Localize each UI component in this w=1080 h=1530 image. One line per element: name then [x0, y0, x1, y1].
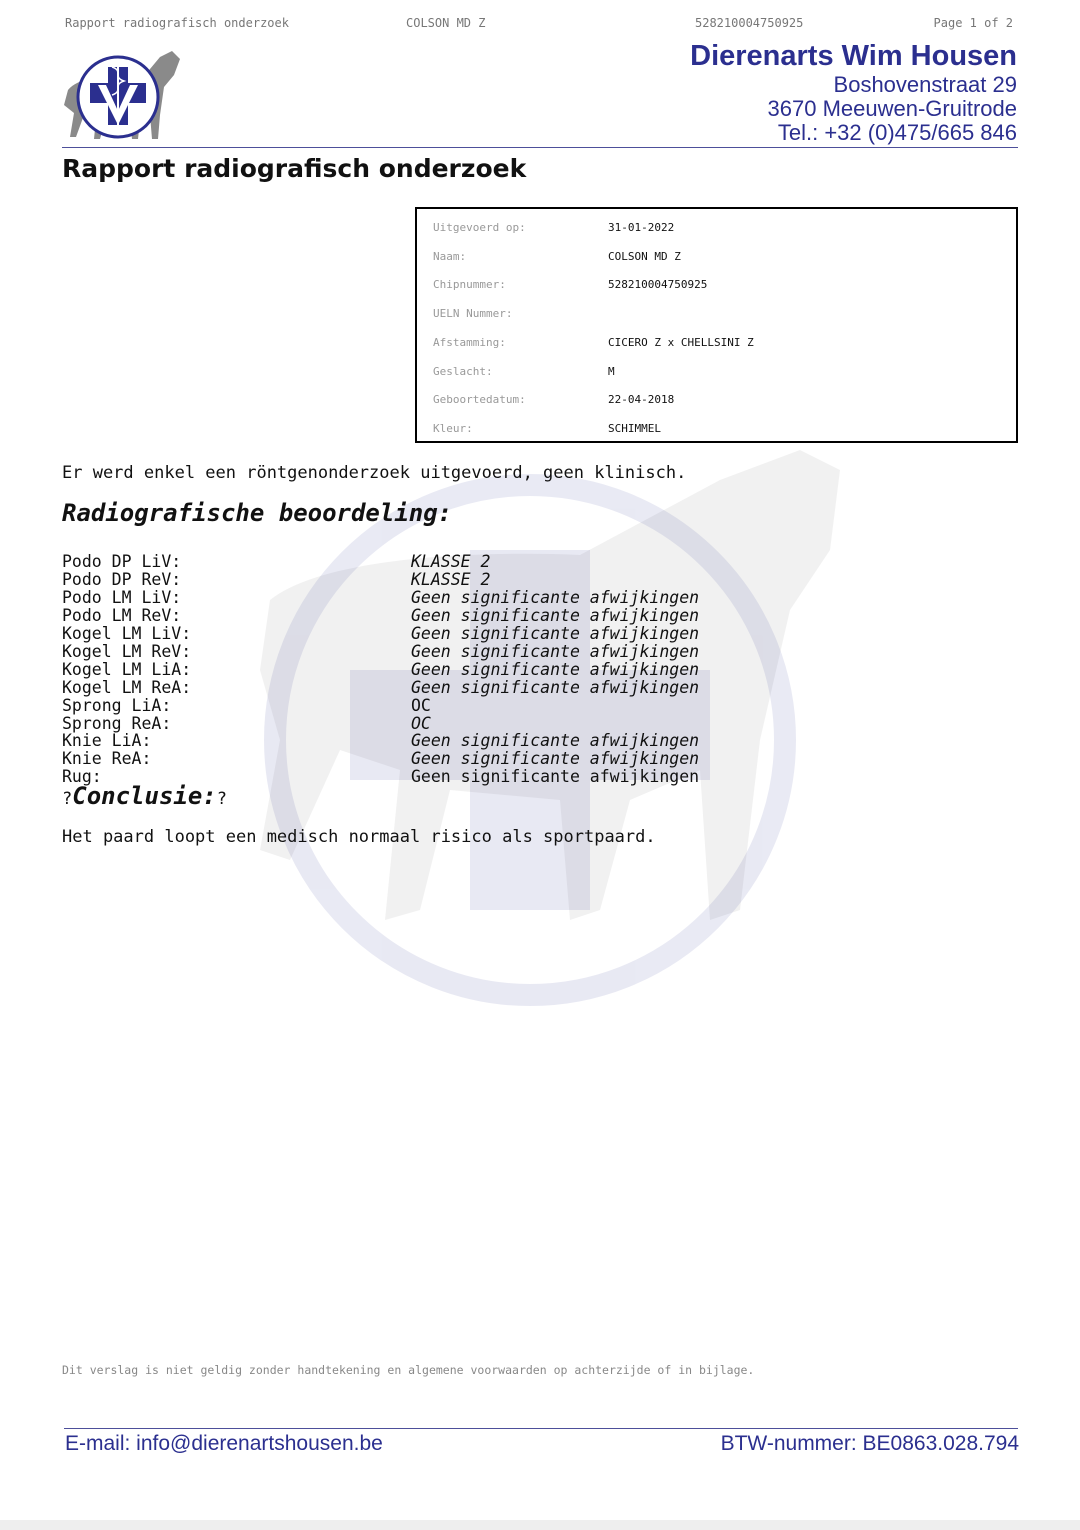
finding-row — [62, 697, 431, 715]
info-row-ueln — [433, 307, 608, 320]
report-title: Rapport radiografisch onderzoek — [62, 154, 527, 183]
conclusion-heading — [62, 782, 227, 810]
info-value: CICERO Z x CHELLSINI Z — [608, 336, 754, 349]
intro-text: Er werd enkel een röntgenonderzoek uitgevoerd, geen klinisch. — [62, 463, 687, 483]
info-label: Geboortedatum: — [433, 393, 526, 406]
finding-label: Kogel LM ReV: — [62, 642, 192, 661]
finding-row — [62, 732, 699, 750]
conclusion-prefix: ? — [62, 789, 73, 809]
finding-label: Knie ReA: — [62, 749, 152, 768]
finding-value: Geen significante afwijkingen — [411, 678, 700, 697]
finding-row — [62, 750, 699, 768]
header-doc-title: Rapport radiografisch onderzoek — [65, 16, 289, 30]
finding-row — [62, 589, 699, 607]
finding-value: Geen significante afwijkingen — [411, 749, 700, 768]
finding-value: Geen significante afwijkingen — [411, 624, 700, 643]
practice-name: Dierenarts Wim Housen — [690, 40, 1017, 72]
header-page-indicator: Page 1 of 2 — [933, 16, 1013, 30]
info-row-sex — [433, 365, 615, 378]
info-row-chip — [433, 278, 707, 291]
finding-label: Podo DP LiV: — [62, 552, 182, 571]
finding-row — [62, 643, 699, 661]
finding-label: Rug: — [62, 767, 102, 786]
footer-divider — [64, 1428, 1018, 1429]
info-value: 31-01-2022 — [608, 221, 675, 234]
info-label: Naam: — [433, 250, 467, 263]
info-row-color — [433, 422, 661, 435]
info-row-birthdate — [433, 393, 674, 406]
finding-row — [62, 661, 699, 679]
finding-row — [62, 625, 699, 643]
info-value: 528210004750925 — [608, 278, 708, 291]
info-row-date — [433, 221, 674, 234]
finding-label: Sprong LiA: — [62, 696, 172, 715]
conclusion-suffix: ? — [216, 789, 227, 809]
finding-value: Geen significante afwijkingen — [411, 731, 700, 750]
finding-label: Kogel LM ReA: — [62, 678, 192, 697]
finding-row — [62, 571, 490, 589]
finding-value: Geen significante afwijkingen — [411, 767, 700, 786]
conclusion-label: Conclusie: — [72, 782, 217, 810]
assessment-heading: Radiografische beoordeling: — [62, 499, 453, 527]
footer-email: E-mail: info@dierenartshousen.be — [65, 1432, 383, 1455]
finding-row — [62, 679, 699, 697]
finding-value: OC — [411, 714, 431, 733]
practice-logo-icon — [60, 45, 185, 145]
info-row-name — [433, 250, 681, 263]
finding-row — [62, 553, 490, 571]
finding-label: Podo LM ReV: — [62, 606, 182, 625]
info-label: Afstamming: — [433, 336, 506, 349]
header-horse-name: COLSON MD Z — [406, 16, 486, 30]
header-divider — [62, 147, 1018, 148]
finding-value: Geen significante afwijkingen — [411, 642, 700, 661]
practice-city: 3670 Meeuwen-Gruitrode — [767, 96, 1017, 121]
practice-street: Boshovenstraat 29 — [833, 72, 1017, 97]
finding-row — [62, 607, 699, 625]
finding-value: Geen significante afwijkingen — [411, 660, 700, 679]
finding-value: Geen significante afwijkingen — [411, 606, 700, 625]
info-label: Chipnummer: — [433, 278, 506, 291]
info-value: COLSON MD Z — [608, 250, 681, 263]
finding-value: KLASSE 2 — [411, 570, 491, 589]
info-label: Kleur: — [433, 422, 473, 435]
info-value: 22-04-2018 — [608, 393, 675, 406]
finding-label: Kogel LM LiV: — [62, 624, 192, 643]
finding-value: Geen significante afwijkingen — [411, 588, 700, 607]
finding-label: Knie LiA: — [62, 731, 152, 750]
header-chip-number: 528210004750925 — [695, 16, 804, 30]
conclusion-text: Het paard loopt een medisch normaal risico als sportpaard. — [62, 827, 656, 847]
disclaimer-text: Dit verslag is niet geldig zonder handtekening en algemene voorwaarden op achterzijde of in bijlage. — [62, 1363, 755, 1377]
footer-vat: BTW-nummer: BE0863.028.794 — [720, 1432, 1019, 1455]
finding-label: Kogel LM LiA: — [62, 660, 192, 679]
finding-label: Podo DP ReV: — [62, 570, 182, 589]
finding-value: OC — [411, 696, 431, 715]
finding-value: KLASSE 2 — [411, 552, 491, 571]
info-label: UELN Nummer: — [433, 307, 513, 320]
page-bottom-edge — [0, 1520, 1080, 1530]
info-label: Uitgevoerd op: — [433, 221, 526, 234]
info-value: SCHIMMEL — [608, 422, 661, 435]
finding-label: Sprong ReA: — [62, 714, 172, 733]
info-value: M — [608, 365, 615, 378]
finding-label: Podo LM LiV: — [62, 588, 182, 607]
horse-info-box — [415, 207, 1018, 443]
practice-phone: Tel.: +32 (0)475/665 846 — [777, 120, 1017, 145]
info-label: Geslacht: — [433, 365, 493, 378]
info-row-pedigree — [433, 336, 754, 349]
